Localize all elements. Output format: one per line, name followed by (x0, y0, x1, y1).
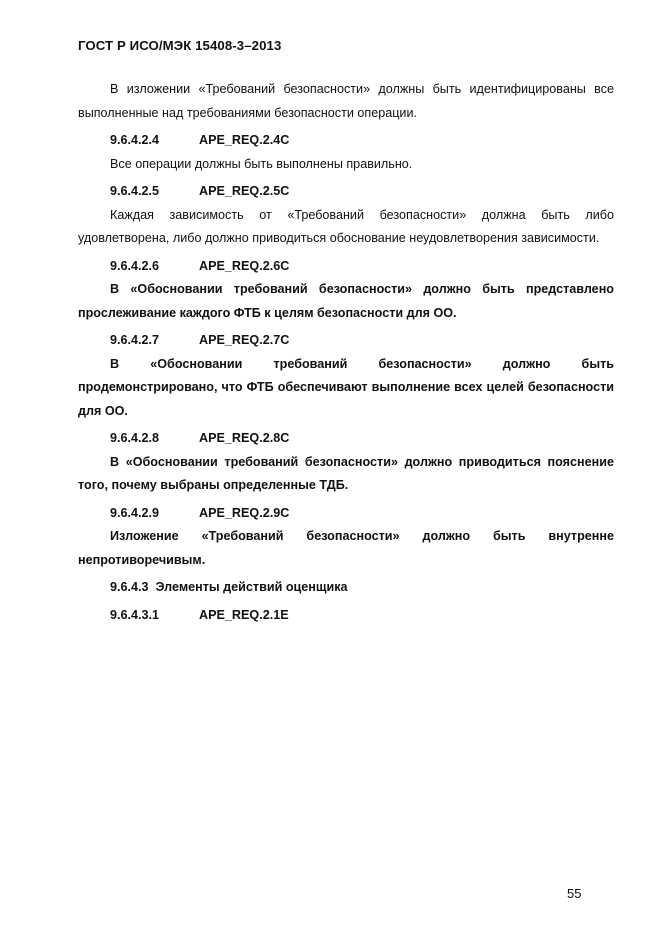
heading-number: 9.6.4.2.8 (110, 431, 160, 445)
paragraph-dependencies: Каждая зависимость от «Требований безопасности» должна быть либо удовлетворена, либо должно приводиться обоснование неудовлетворения зависимости. (78, 207, 614, 245)
paragraph-intro: В изложении «Требований безопасности» должны быть идентифицированы все выполненные над требованиями безопасности операции. (78, 82, 614, 120)
heading-number: 9.6.4.2.4 (110, 133, 160, 147)
section-number: 9.6.4.3 (110, 580, 149, 594)
paragraph-consistency: Изложение «Требований безопасности» должно быть внутренне непротиворечивым. (78, 529, 614, 567)
heading-9-6-4-2-7 (78, 329, 614, 353)
heading-9-6-4-2-9 (78, 502, 614, 526)
paragraph-operations: Все операции должны быть выполнены правильно. (110, 156, 413, 171)
document-header: ГОСТ Р ИСО/МЭК 15408-3–2013 (78, 38, 282, 53)
heading-code: APE_REQ.2.8C (199, 431, 290, 445)
paragraph-tracing: В «Обосновании требований безопасности» должно быть представлено прослеживание каждого ФТБ к целям безопасности для ОО. (78, 282, 614, 320)
heading-9-6-4-3-1 (78, 604, 614, 628)
heading-9-6-4-2-4 (78, 129, 614, 153)
section-title: Элементы действий оценщика (155, 580, 348, 594)
heading-number: 9.6.4.2.7 (110, 333, 160, 347)
heading-code: APE_REQ.2.9C (199, 505, 290, 520)
heading-9-6-4-2-6 (78, 255, 614, 279)
heading-number: 9.6.4.3.1 (110, 607, 160, 622)
heading-9-6-4-2-5 (78, 180, 614, 204)
heading-9-6-4-2-8 (78, 427, 614, 451)
page-number: 55 (567, 886, 582, 901)
heading-number: 9.6.4.2.6 (110, 258, 160, 273)
heading-number: 9.6.4.2.9 (110, 505, 160, 520)
paragraph-demonstration: В «Обосновании требований безопасности» должно быть продемонстрировано, что ФТБ обеспечивают выполнение всех целей безопасности для ОО. (78, 356, 614, 418)
heading-code: APE_REQ.2.1E (199, 607, 289, 622)
heading-code: APE_REQ.2.4C (199, 133, 290, 147)
heading-code: APE_REQ.2.7C (199, 333, 290, 347)
heading-code: APE_REQ.2.6C (199, 258, 290, 273)
paragraph-explanation: В «Обосновании требований безопасности» должно приводиться пояснение того, почему выбраны определенные ТДБ. (78, 454, 614, 492)
heading-9-6-4-3 (78, 576, 614, 600)
page-content (78, 78, 614, 627)
heading-code: APE_REQ.2.5C (199, 184, 290, 198)
heading-number: 9.6.4.2.5 (110, 184, 160, 198)
